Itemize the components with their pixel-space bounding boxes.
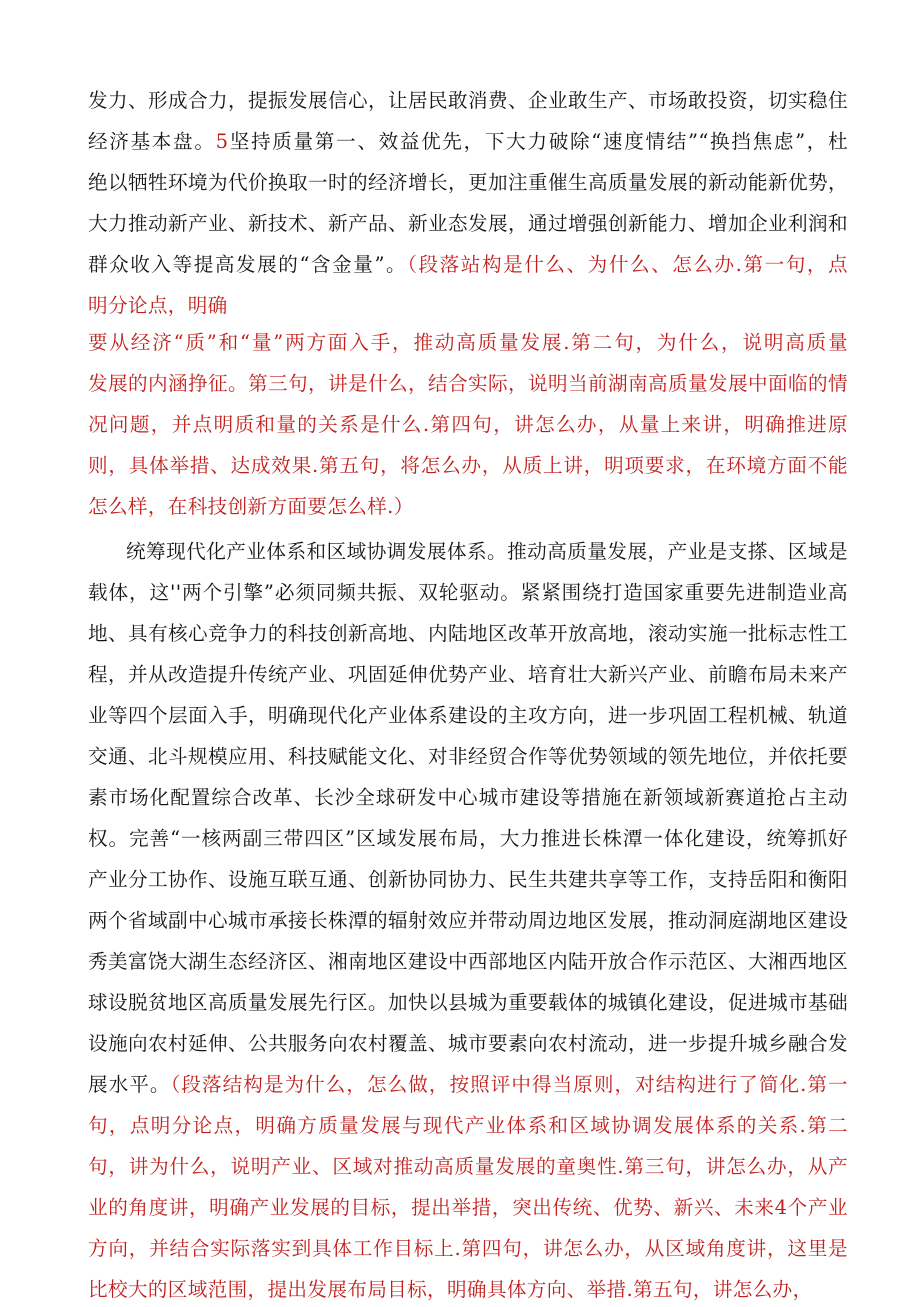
annotation-line: 发展的内涵挣征。第三句，讲是什么，结合实际，说明当前湖南高质量发展中面临的情 — [88, 372, 848, 395]
text-line: 素市场化配置综合改革、长沙全球研发中心城市建设等措施在新领域新赛道抢占主动 — [88, 786, 848, 809]
text-line: 业等四个层面入手，明确现代化产业体系建设的主攻方向，进一步巩固工程机械、轨道 — [88, 704, 848, 727]
text-line: 两个省域副中心城市承接长株潭的辐射效应并带动周边地区发展，推动洞庭湖地区建设 — [88, 909, 848, 932]
paragraph-first-line: 统筹现代化产业体系和区域协调发展体系。推动高质量发展，产业是支搽、区域是 — [126, 540, 848, 563]
text-line: 绝以牺牲环境为代价换取一时的经济增长，更加注重催生高质量发展的新动能新优势， — [88, 171, 848, 194]
annotation-line: 句，点明分论点，明确方质量发展与现代产业体系和区域协调发展体系的关系.第二 — [88, 1114, 848, 1137]
annotation-line: 方向，并结合实际落实到具体工作目标上.第四句，讲怎么办，从区域角度讲，这里是 — [88, 1237, 848, 1260]
annotation-line: 则，具体举措、达成效果.第五句，将怎么办，从质上讲，明项要求，在环境方面不能 — [88, 454, 848, 477]
text-line: 大力推动新产业、新技术、新产品、新业态发展，通过增强创新能力、增加企业利润和 — [88, 212, 848, 235]
annotation-line: 比校大的区域范围，提出发展布局目标，明确具体方向、举措.第五句，讲怎么办， — [88, 1278, 813, 1301]
text-line: 球设脱贫地区高质量发展先行区。加快以县城为重要载体的城镇化建设，促进城市基础 — [88, 991, 848, 1014]
annotation-line: 怎么样，在科技创新方面要怎么样.） — [88, 495, 414, 518]
text-line: 产业分工协作、设施互联互通、创新协同协力、民生共建共享等工作，支持岳阳和衡阳 — [88, 868, 848, 891]
annotation-line: 明分论点，明确 — [88, 294, 228, 317]
text-line: 展水平。（段落结构是为什么，怎么做，按照评中得当原则，对结构进行了简化.第一 — [88, 1073, 848, 1096]
text-line: 交通、北斗规模应用、科技赋能文化、对非经贸合作等优势领域的领先地位，并依托要 — [88, 745, 848, 768]
text-line: 程，并从改造提升传统产业、巩固延伸优势产业、培育壮大新兴产业、前瞻布局未来产 — [88, 663, 848, 686]
text-line: 群众收入等提高发展的“含金量”。（段落站构是什么、为什么、怎么办.第一句，点 — [88, 253, 848, 276]
text-line: 发力、形成合力，提振发展信心，让居民敢消费、企业敢生产、市场敢投资，切实稳住 — [88, 89, 848, 112]
annotation-line: 要从经济“质”和“量”两方面入手，推动高质量发展.第二句，为什么，说明高质量 — [88, 331, 848, 354]
text-line: 经济基本盘。5坚持质量第一、效益优先，下大力破除“速度情结”“换挡焦虑”，杜 — [88, 130, 848, 153]
text-line: 载体，这''两个引擎”必须同频共振、双轮驱动。紧紧围绕打造国家重要先进制造业高 — [88, 581, 848, 604]
annotation-line: 业的角度讲，明确产业发展的目标，提出举措，突出传统、优势、新兴、未来4个产业 — [88, 1196, 848, 1219]
text-line: 权。完善“一核两副三带四区”区域发展布局，大力推进长株潭一体化建设，统筹抓好 — [88, 827, 848, 850]
text-line: 秀美富饶大湖生态经济区、湘南地区建设中西部地区内陆开放合作示范区、大湘西地区 — [88, 950, 848, 973]
text-line: 设施向农村延伸、公共服务向农村覆盖、城市要素向农村流动，进一步提升城乡融合发 — [88, 1032, 848, 1055]
annotation-line: 况问题，并点明质和量的关系是什么.第四句，讲怎么办，从量上来讲，明确推进原 — [88, 413, 848, 436]
annotation-line: 句，讲为什么，说明产业、区域对推动高质量发展的童奥性.第三句，讲怎么办，从产 — [88, 1155, 848, 1178]
text-line: 地、具有核心竞争力的科技创新高地、内陆地区改革开放高地，滚动实施一批标志性工 — [88, 622, 848, 645]
